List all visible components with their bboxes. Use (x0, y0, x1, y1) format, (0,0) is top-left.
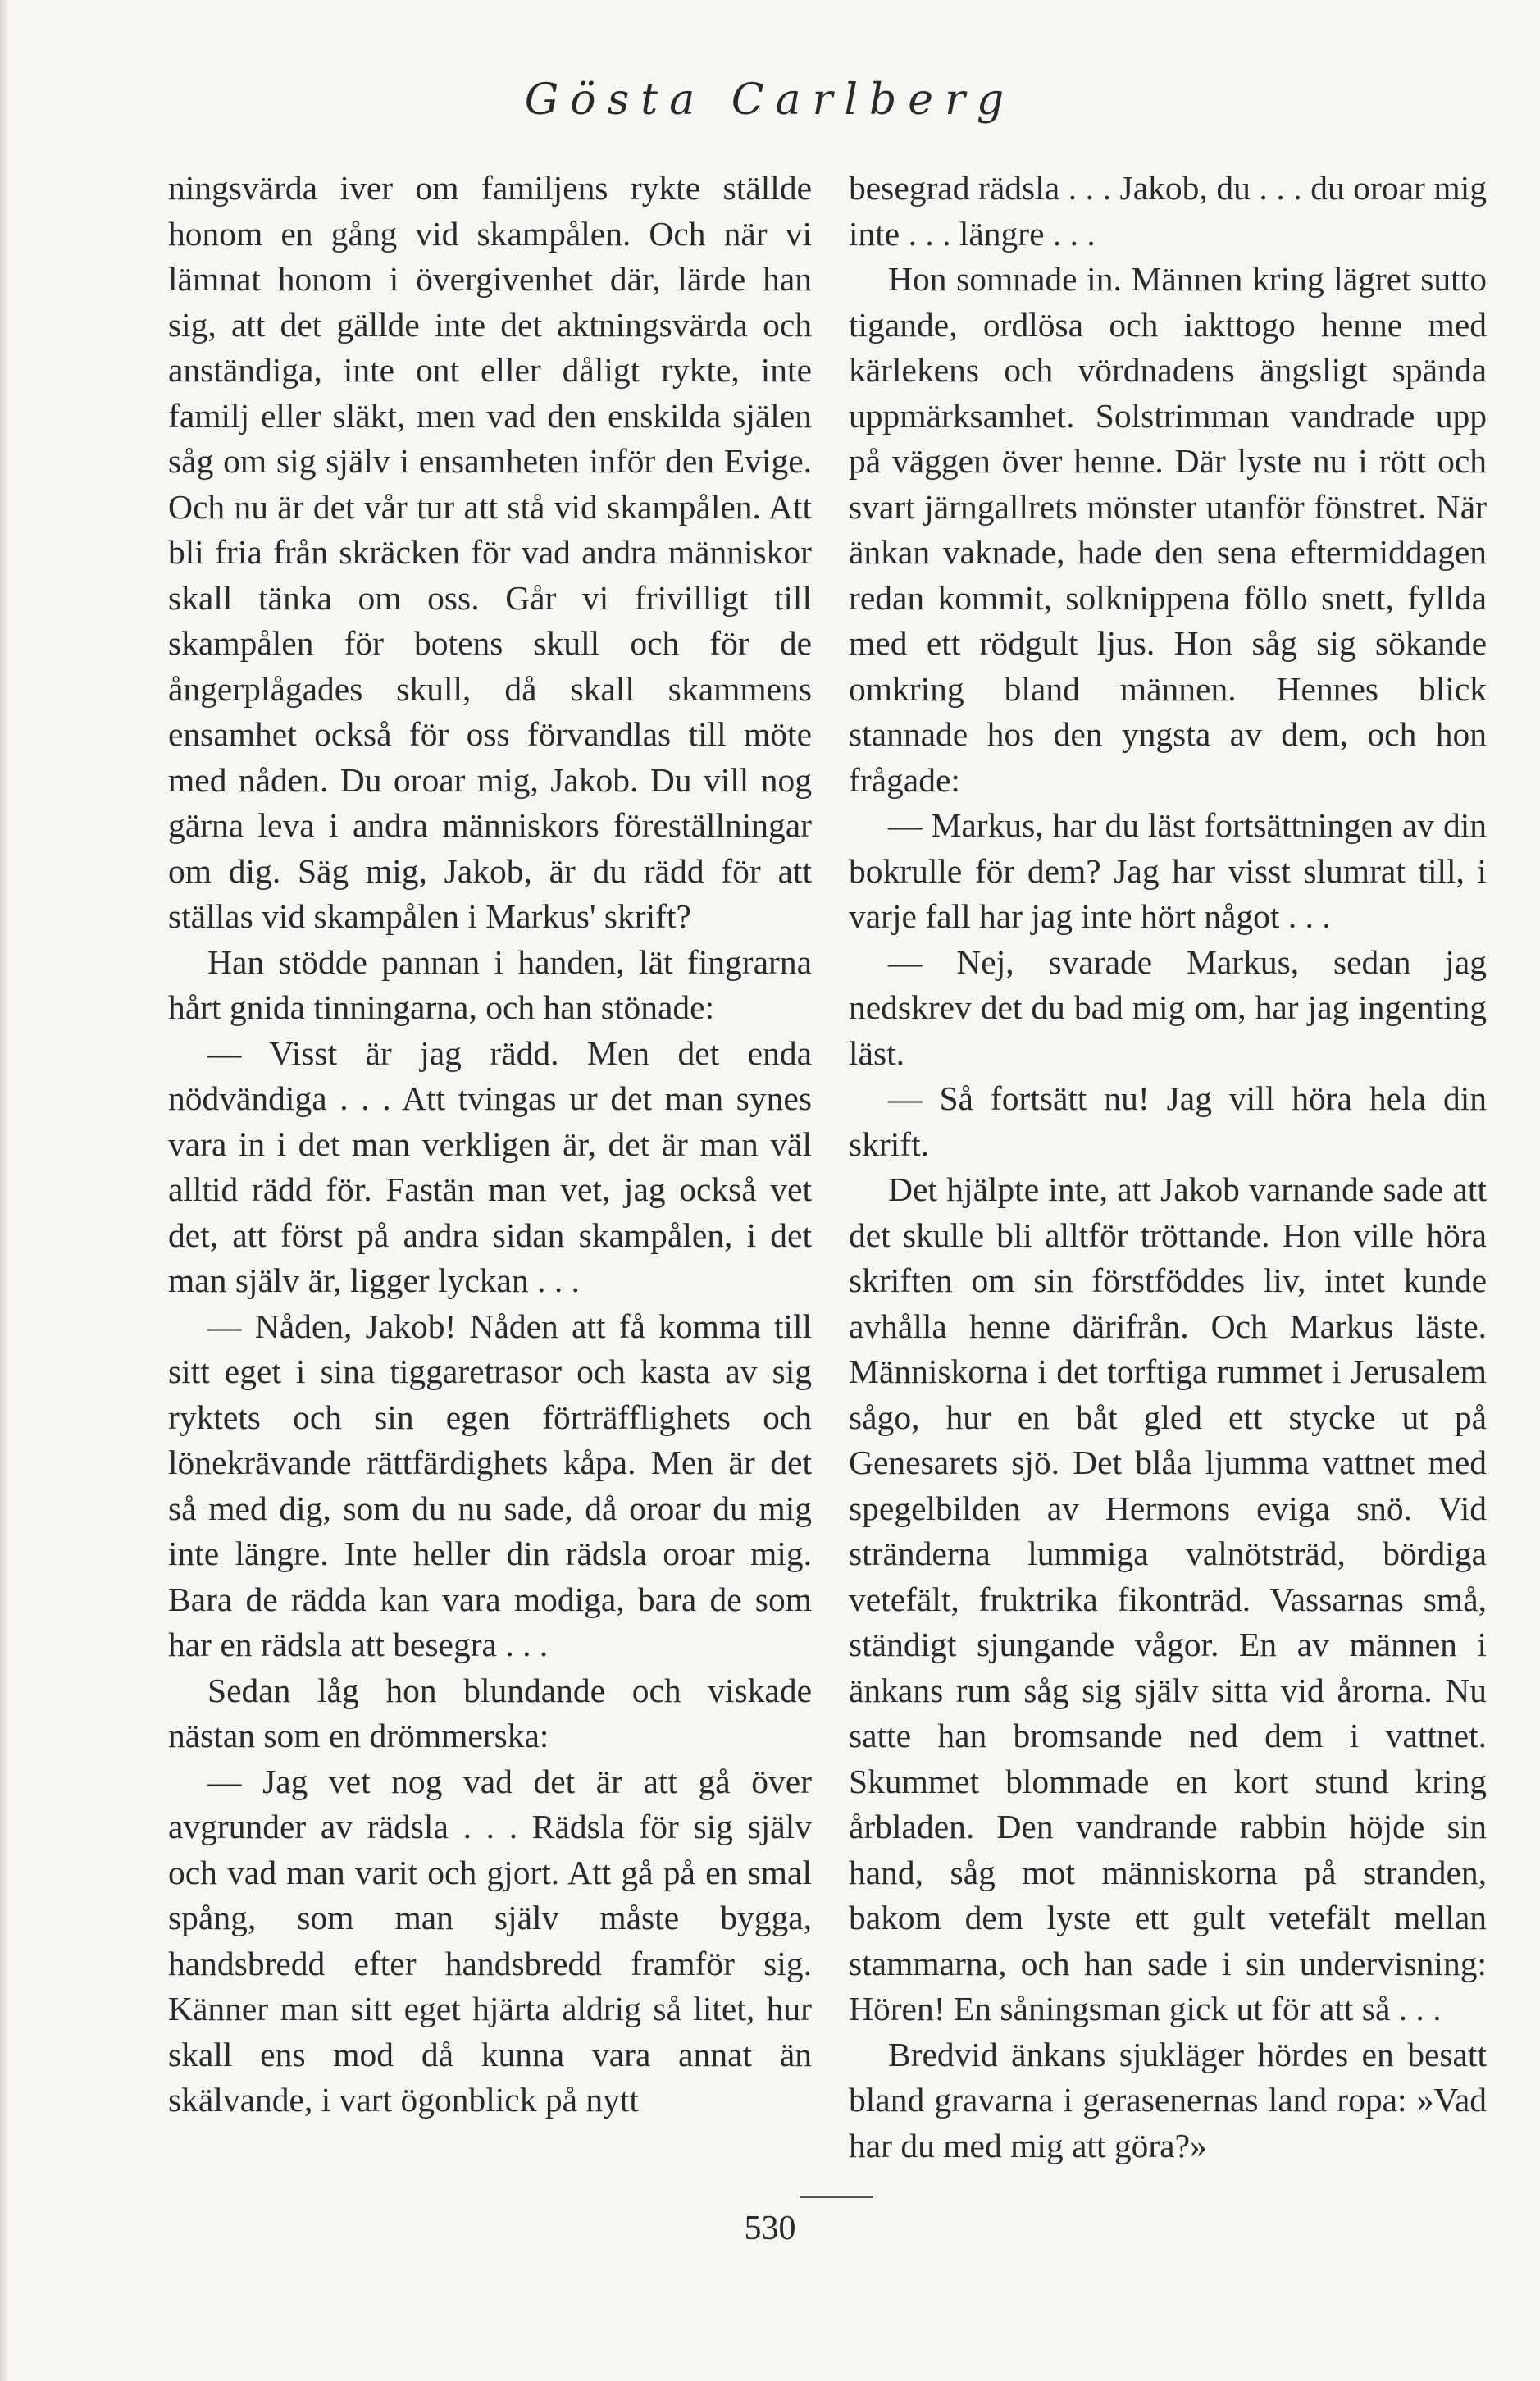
right-paragraph-5: — Så fortsätt nu! Jag vill höra hela din skrift. (849, 1079, 1487, 1163)
left-paragraph-1: ningsvärda iver om familjens rykte ställde honom en gång vid skampålen. Och när vi lämnat honom i övergivenhet där, lärde han sig, att det gällde inte det aktningsvärda och anständiga, inte ont eller dåligt rykte, inte familj eller släkt, men vad den enskilda själen såg om sig själv i ensamheten inför den Evige. Och nu är det vår tur att stå vid skampålen. Att bli fria från skräcken för vad andra människor skall tänka om oss. Går vi frivilligt till skampålen för botens skull och för de ångerplågades skull, då skall skammens ensamhet också för oss förvandlas till möte med nåden. Du oroar mig, Jakob. Du vill nog gärna leva i andra människors föreställningar om dig. Säg mig, Jakob, är du rädd för att ställas vid skampålen i Markus' skrift? (168, 169, 812, 935)
left-paragraph-5: Sedan låg hon blundande och viskade nästan som en drömmerska: (168, 1671, 812, 1754)
right-paragraph-6: Det hjälpte inte, att Jakob varnande sade att det skulle bli alltför tröttande. Hon ville höra skriften om sin förstföddes liv, intet kunde avhålla henne därifrån. Och Markus läste. Människorna i det torftiga rummet i Jerusalem sågo, hur en båt gled ett stycke ut på Genesarets sjö. Det blåa ljumma vattnet med spegelbilden av Hermons eviga snö. Vid stränderna lummiga valnötsträd, bördiga vetefält, fruktrika fikonträd. Vassarnas små, ständigt sjungande vågor. En av männen i änkans rum såg sig själv sitta vid årorna. Nu satte han bromsande ned dem i vattnet. Skummet blommade en kort stund kring årbladen. Den vandrande rabbin höjde sin hand, såg mot människorna på stranden, bakom dem lyste ett gult vetefält mellan stammarna, och han sade i sin undervisning: Hören! En såningsman gick ut för att så . . . (849, 1170, 1487, 2027)
right-paragraph-7: Bredvid änkans sjukläger hördes en besatt bland gravarna i gerasenernas land ropa: »Vad har du med mig att göra?» (849, 2035, 1487, 2164)
right-column (849, 166, 1487, 2169)
left-paragraph-3: — Visst är jag rädd. Men det enda nödvändiga . . . Att tvingas ur det man synes vara in i det man verkligen är, det är man väl alltid rädd för. Fastän man vet, jag också vet det, att först på andra sidan skampålen, i det man själv är, ligger lyckan . . . (168, 1033, 812, 1299)
right-paragraph-3: — Markus, har du läst fortsättningen av din bokrulle för dem? Jag har visst slumrat till, i varje fall har jag inte hört något . . . (849, 806, 1487, 935)
right-paragraph-1: besegrad rädsla . . . Jakob, du . . . du oroar mig inte . . . längre . . . (849, 169, 1487, 253)
left-paragraph-6: — Jag vet nog vad det är att gå över avgrunder av rädsla . . . Rädsla för sig själv och vad man varit och gjort. Att gå på en smal spång, som man själv måste bygga, handsbredd efter handsbredd framför sig. Känner man sitt eget hjärta aldrig så litet, hur skall ens mod då kunna vara annat än skälvande, i vart ögonblick på nytt (168, 1762, 812, 2119)
right-paragraph-2: Hon somnade in. Männen kring lägret sutto tigande, ordlösa och iakttogo henne med kärlekens och vördnadens ängsligt spända uppmärksamhet. Solstrimman vandrade upp på väggen över henne. Där lyste nu i rött och svart järngallrets mönster utanför fönstret. När änkan vaknade, hade den sena eftermiddagen redan kommit, solknippena föllo snett, fyllda med ett rödgult ljus. Hon såg sig sökande omkring bland männen. Hennes blick stannade hos den yngsta av dem, och hon frågade: (849, 260, 1487, 799)
page-number-rule (800, 2196, 873, 2198)
page-edge-shadow (0, 0, 8, 2381)
left-column (168, 166, 812, 2123)
right-paragraph-4: — Nej, svarade Markus, sedan jag nedskrev det du bad mig om, har jag ingenting läst. (849, 942, 1487, 1072)
page-number: 530 (744, 2210, 796, 2247)
running-head-author: Gösta Carlberg (524, 75, 1016, 125)
left-paragraph-2: Han stödde pannan i handen, lät fingrarna hårt gnida tinningarna, och han stönade: (168, 942, 812, 1026)
left-paragraph-4: — Nåden, Jakob! Nåden att få komma till sitt eget i sina tiggaretrasor och kasta av sig ryktets och sin egen förträfflighets och lönekrävande rättfärdighets kåpa. Men är det så med dig, som du nu sade, då oroar du mig inte längre. Inte heller din rädsla oroar mig. Bara de rädda kan vara modiga, bara de som har en rädsla att besegra . . . (168, 1307, 812, 1663)
